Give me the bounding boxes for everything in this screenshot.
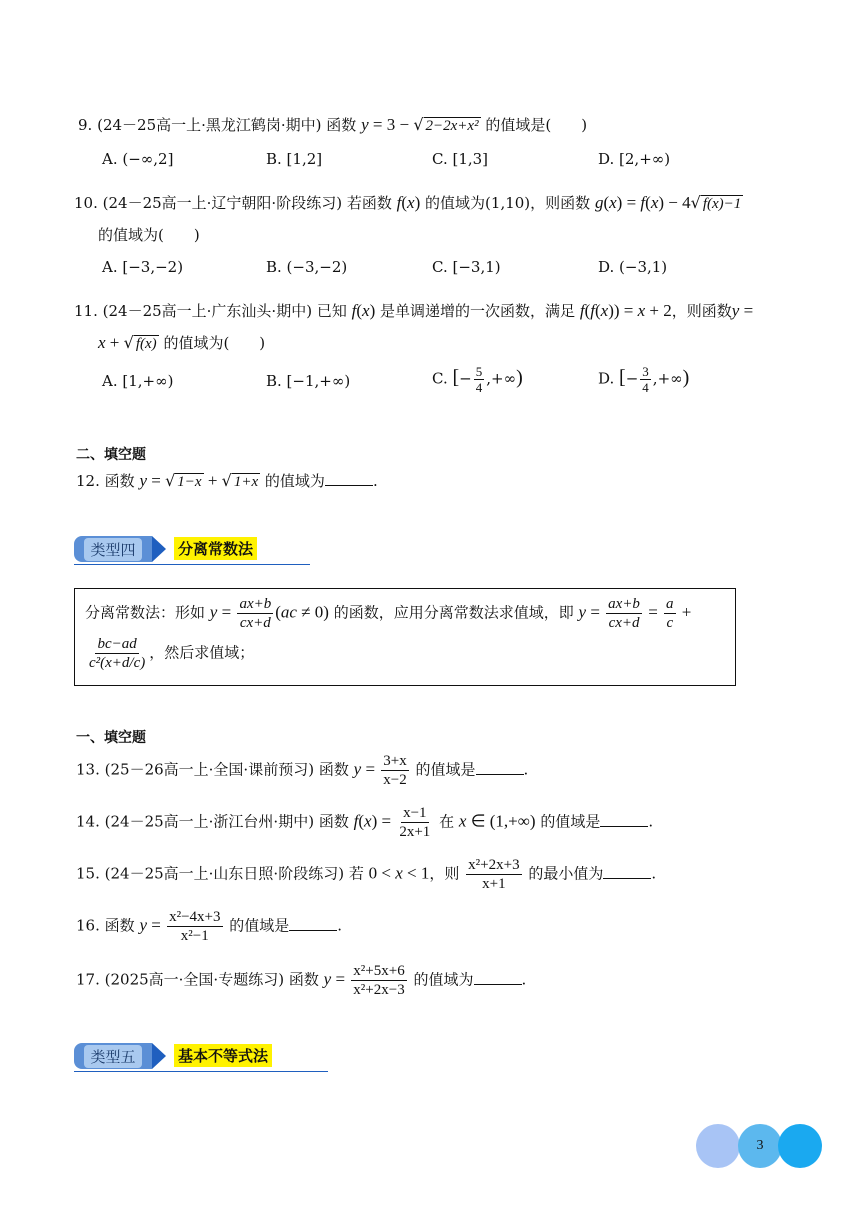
option-a[interactable]: A. (−∞,2] <box>102 150 174 168</box>
question-text: 在 <box>439 812 455 831</box>
question-text: 的值域为(1,10)，则函数 <box>425 194 591 212</box>
sqrt-expression: f(x) <box>135 336 157 352</box>
question-text: 函数 <box>318 760 349 779</box>
option-a[interactable]: A. [−3,−2) <box>102 258 184 276</box>
answer-blank[interactable] <box>289 916 337 931</box>
question-text: 函数 <box>326 116 357 134</box>
type-tag <box>74 1043 152 1069</box>
question-text: 若 <box>348 864 364 883</box>
question-text: 的值域是( ) <box>485 116 588 134</box>
question-text: 函数 <box>104 916 135 935</box>
question-11: 11. (24－25高一上·广东汕头·期中) 已知 f(x) 是单调递增的一次函数，满足 f(f(x)) = x + 2，则函数y = <box>74 301 754 320</box>
question-text: 是单调递增的一次函数，满足 <box>380 302 576 320</box>
type-tag-label: 类型五 <box>84 1045 141 1068</box>
formula: y <box>361 115 369 134</box>
type-tag <box>74 536 152 562</box>
question-text: 若函数 <box>346 194 392 212</box>
answer-blank[interactable] <box>476 760 524 775</box>
question-13: 13. (25－26高一上·全国·课前预习) 函数 y = $\frac{3+x}{x-2}$ 的值域是 . <box>76 753 529 788</box>
arrow-icon <box>152 536 166 562</box>
question-text: 的值域是 <box>540 812 601 831</box>
answer-blank[interactable] <box>474 970 522 985</box>
type-4-banner <box>74 536 310 566</box>
option-b[interactable]: B. [1,2] <box>266 150 323 168</box>
question-text: 的最小值为 <box>528 864 604 883</box>
question-number: 9. <box>78 116 93 134</box>
question-12: 12. 函数 y = √ 1−x + √ 1+x 的值域为 . <box>76 471 378 490</box>
question-text: ，则 <box>429 864 460 883</box>
question-source: (24－25高一上·辽宁朝阳·阶段练习) <box>102 194 343 212</box>
question-number: 11. <box>74 302 98 320</box>
option-d[interactable]: D. [2,+∞) <box>598 150 671 168</box>
type-title: 分离常数法 <box>174 537 257 560</box>
page-circle-right <box>778 1124 822 1168</box>
question-text: 已知 <box>316 302 347 320</box>
question-number: 14. <box>76 812 100 831</box>
question-source: (24－25高一上·黑龙江鹤岗·期中) <box>97 116 322 134</box>
type-5-banner <box>74 1043 328 1073</box>
method-text: ，然后求值域； <box>149 643 255 662</box>
question-text: 的值域是 <box>229 916 290 935</box>
question-9: 9. (24－25高一上·黑龙江鹤岗·期中) 函数 y = 3 − √ 2−2x+x² 的值域是( ) <box>78 115 588 134</box>
question-number: 10. <box>74 194 98 212</box>
method-text: 的函数，应用分离常数法求值域，即 <box>333 603 574 622</box>
question-16: 16. 函数 y = $\frac{\text{x²−4x+3}}{\text{x²−1}}$ 的值域是 . <box>76 909 343 944</box>
option-b[interactable]: B. (−3,−2) <box>266 258 348 276</box>
option-label: D. <box>598 369 615 388</box>
method-line-1: 分离常数法：形如 y = $\frac{ax+b}{cx+d}$ (ac ≠ 0) 的函数，应用分离常数法求值域，即 y = $\frac{ax+b}{cx+d}$ = $\frac{a}{c}$ + <box>85 596 692 631</box>
type-tag-label: 类型四 <box>84 538 141 561</box>
question-text: ，则函数 <box>671 302 732 320</box>
page-circle-left <box>696 1124 740 1168</box>
question-11-cont: x + √ f(x) 的值域为( ) <box>98 333 266 352</box>
question-text: 的值域为 <box>264 472 325 490</box>
question-number: 17. <box>76 970 100 989</box>
answer-blank[interactable] <box>325 471 373 486</box>
option-c[interactable]: C. [− $\frac{5}{4}$ ,+∞) <box>432 364 523 395</box>
sqrt-expression: 2−2x+x² <box>425 118 479 134</box>
method-box <box>74 588 736 686</box>
section-heading: 一、填空题 <box>76 730 146 746</box>
question-source: (24－25高一上·山东日照·阶段练习) <box>104 864 345 883</box>
question-10: 10. (24－25高一上·辽宁朝阳·阶段练习) 若函数 f(x) 的值域为(1,10)，则函数 g(x) = f(x) − 4√ f(x)−1 <box>74 193 742 212</box>
question-text: 的值域为( ) <box>98 226 200 244</box>
question-number: 15. <box>76 864 100 883</box>
question-text: 函数 <box>318 812 349 831</box>
option-a[interactable]: A. [1,+∞) <box>102 372 174 390</box>
question-text: 的值域是 <box>415 760 476 779</box>
method-text: 分离常数法：形如 <box>85 603 206 622</box>
option-b[interactable]: B. [−1,+∞) <box>266 372 351 390</box>
question-number: 12. <box>76 472 100 490</box>
type-title: 基本不等式法 <box>174 1044 272 1067</box>
question-text: 的值域为( ) <box>163 334 266 352</box>
question-number: 13. <box>76 760 100 779</box>
divider <box>74 564 310 565</box>
option-label: C. <box>432 369 448 388</box>
option-c[interactable]: C. [1,3] <box>432 150 489 168</box>
section-heading: 二、填空题 <box>76 447 146 463</box>
question-15: 15. (24－25高一上·山东日照·阶段练习) 若 0 < x < 1，则 $\frac{\text{x²+2x+3}}{x+1}$ 的最小值为 . <box>76 857 657 892</box>
divider <box>74 1071 328 1072</box>
question-text: 函数 <box>288 970 319 989</box>
method-line-2: $\frac{bc-ad}{\text{c²(x+d/c)}}$ ，然后求值域； <box>89 636 255 671</box>
answer-blank[interactable] <box>603 864 651 879</box>
question-14: 14. (24－25高一上·浙江台州·期中) 函数 f(x) = $\frac{x-1}{2x+1}$ 在 x ∈ (1,+∞) 的值域是 . <box>76 805 654 840</box>
question-17: 17. (2025高一·全国·专题练习) 函数 y = $\frac{\text{x²+5x+6}}{\text{x²+2x−3}}$ 的值域为 . <box>76 963 527 998</box>
option-c[interactable]: C. [−3,1) <box>432 258 501 276</box>
question-source: (25－26高一上·全国·课前预习) <box>104 760 315 779</box>
question-number: 16. <box>76 916 100 935</box>
sqrt-expression: f(x)−1 <box>702 196 742 212</box>
question-source: (2025高一·全国·专题练习) <box>104 970 285 989</box>
page-number: 3 <box>738 1124 782 1168</box>
question-text: 的值域为 <box>413 970 474 989</box>
question-source: (24－25高一上·浙江台州·期中) <box>104 812 315 831</box>
arrow-icon <box>152 1043 166 1069</box>
question-text: 函数 <box>104 472 135 490</box>
option-d[interactable]: D. [− $\frac{3}{4}$ ,+∞) <box>598 364 690 395</box>
answer-blank[interactable] <box>600 812 648 827</box>
option-d[interactable]: D. (−3,1) <box>598 258 668 276</box>
question-source: (24－25高一上·广东汕头·期中) <box>102 302 313 320</box>
